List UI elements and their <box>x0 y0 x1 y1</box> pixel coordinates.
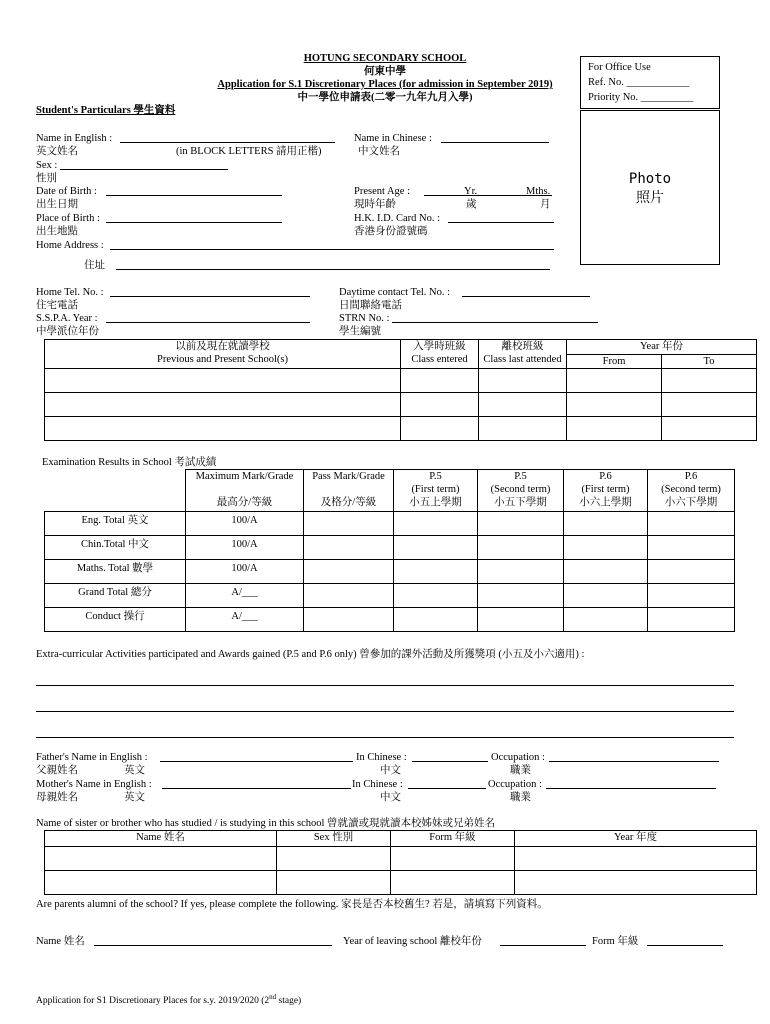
exam-row <box>45 536 735 560</box>
exam-row <box>45 560 735 584</box>
mother-chinese-field[interactable] <box>408 788 486 789</box>
mother-chinese-zh: 中文 <box>380 792 401 803</box>
exam-row-label: Chin.Total 中文 <box>45 536 186 560</box>
dob-label: Date of Birth : <box>36 186 97 197</box>
exam-table <box>44 469 735 632</box>
alumni-year-field[interactable] <box>500 945 586 946</box>
exam-col-max: Maximum Mark/Grade 最高分/等級 <box>186 470 304 512</box>
school-name-zh: 何東中學 <box>364 66 406 77</box>
form-title-en: Application for S.1 Discretionary Places (for admission in September 2019) <box>217 79 553 90</box>
address-field-2[interactable] <box>116 269 550 270</box>
father-name-label: Father's Name in English : <box>36 752 148 763</box>
age-yr-label: Yr. <box>464 186 478 197</box>
day-tel-field[interactable] <box>462 296 590 297</box>
age-label-zh: 現時年齡 <box>354 199 396 210</box>
schools-col-last: 離校班級 Class last attended <box>479 340 567 369</box>
day-tel-label-zh: 日間聯絡電話 <box>339 300 402 311</box>
pob-label-zh: 出生地點 <box>36 226 78 237</box>
name-en-field[interactable] <box>120 142 335 143</box>
schools-cell[interactable] <box>45 417 401 441</box>
alumni-form-field[interactable] <box>647 945 723 946</box>
schools-table <box>44 339 757 441</box>
name-zh-label: Name in Chinese : <box>354 133 432 144</box>
siblings-col-name: Name 姓名 <box>45 831 277 847</box>
alumni-form-label: Form 年級 <box>592 936 639 947</box>
school-name-en: HOTUNG SECONDARY SCHOOL <box>303 53 467 64</box>
schools-col-from: From <box>602 356 626 367</box>
father-name-field[interactable] <box>160 761 353 762</box>
siblings-row <box>45 871 757 895</box>
alumni-year-label: Year of leaving school 離校年份 <box>343 936 482 947</box>
name-zh-field[interactable] <box>441 142 549 143</box>
age-mths-label: Mths. <box>526 186 551 197</box>
father-english-zh: 英文 <box>124 765 145 776</box>
siblings-col-form: Form 年級 <box>391 831 515 847</box>
dob-label-zh: 出生日期 <box>36 199 78 210</box>
name-zh-label-zh: 中文姓名 <box>358 146 400 157</box>
particulars-heading: Student's Particulars 學生資料 <box>36 105 176 116</box>
exam-row-label: Grand Total 總分 <box>45 584 186 608</box>
siblings-col-sex: Sex 性別 <box>277 831 391 847</box>
father-occupation-field[interactable] <box>549 761 719 762</box>
mother-english-zh: 英文 <box>124 792 145 803</box>
hkid-label-zh: 香港身份證號碼 <box>354 226 428 237</box>
form-title-zh: 中一學位申請表(二零一九年九月入學) <box>297 92 473 103</box>
mother-name-field[interactable] <box>162 788 351 789</box>
age-mths-label-zh: 月 <box>540 199 551 210</box>
schools-col-year: Year 年份 From To <box>567 340 757 369</box>
father-name-label-zh: 父親姓名 <box>36 765 78 776</box>
sspa-label: S.S.P.A. Year : <box>36 313 98 324</box>
father-chinese-zh: 中文 <box>380 765 401 776</box>
father-chinese-label: In Chinese : <box>356 752 407 763</box>
alumni-name-field[interactable] <box>94 945 332 946</box>
exam-col-pass: Pass Mark/Grade 及格分/等級 <box>304 470 394 512</box>
hkid-field[interactable] <box>448 222 554 223</box>
office-use-heading: For Office Use <box>588 62 651 73</box>
age-yr-label-zh: 歲 <box>466 199 477 210</box>
exam-row-max: A/___ <box>186 584 304 608</box>
sex-label: Sex : <box>36 160 58 171</box>
address-field-1[interactable] <box>110 249 554 250</box>
home-tel-label-zh: 住宅電話 <box>36 300 78 311</box>
father-occupation-label: Occupation : <box>491 752 545 763</box>
mother-chinese-label: In Chinese : <box>352 779 403 790</box>
exam-row-label: Conduct 操行 <box>45 608 186 632</box>
exam-col-p6-second: P.6 (Second term) 小六下學期 <box>648 470 735 512</box>
exam-row-label: Maths. Total 數學 <box>45 560 186 584</box>
schools-row <box>45 393 757 417</box>
mother-name-label-zh: 母親姓名 <box>36 792 78 803</box>
sex-field[interactable] <box>60 169 228 170</box>
address-label-zh: 住址 <box>84 260 105 271</box>
name-en-label-zh: 英文姓名 <box>36 146 78 157</box>
alumni-name-label: Name 姓名 <box>36 936 85 947</box>
eca-line-1[interactable] <box>36 685 734 686</box>
father-chinese-field[interactable] <box>412 761 488 762</box>
siblings-label: Name of sister or brother who has studied / is studying in this school 曾就讀或現就讀本校姊妹或兄弟姓名 <box>36 818 496 829</box>
schools-col-school: 以前及現在就讀學校 Previous and Present School(s) <box>45 340 401 369</box>
hkid-label: H.K. I.D. Card No. : <box>354 213 441 224</box>
mother-name-label: Mother's Name in English : <box>36 779 152 790</box>
home-tel-label: Home Tel. No. : <box>36 287 104 298</box>
siblings-table <box>44 830 757 895</box>
schools-col-entered: 入學時班級 Class entered <box>401 340 479 369</box>
exam-row-label: Eng. Total 英文 <box>45 512 186 536</box>
siblings-col-year: Year 年度 <box>515 831 757 847</box>
sspa-field[interactable] <box>106 322 310 323</box>
pob-label: Place of Birth : <box>36 213 100 224</box>
exam-col-p6-first: P.6 (First term) 小六上學期 <box>564 470 648 512</box>
exam-row <box>45 608 735 632</box>
address-label: Home Address : <box>36 240 104 251</box>
strn-label: STRN No. : <box>339 313 390 324</box>
exam-row <box>45 512 735 536</box>
block-letters-note: (in BLOCK LETTERS 請用正楷) <box>176 146 322 157</box>
exam-row-max: 100/A <box>186 560 304 584</box>
sex-label-zh: 性別 <box>36 173 57 184</box>
dob-field[interactable] <box>106 195 282 196</box>
mother-occupation-zh: 職業 <box>510 792 531 803</box>
age-label: Present Age : <box>354 186 410 197</box>
schools-row <box>45 417 757 441</box>
alumni-question: Are parents alumni of the school? If yes, please complete the following. 家長是否本校舊生? 若是，請填寫下列資料。 <box>36 899 548 910</box>
photo-label-zh: 照片 <box>636 190 664 206</box>
schools-cell[interactable] <box>45 369 401 393</box>
exam-row-max: 100/A <box>186 536 304 560</box>
exam-row-max: A/___ <box>186 608 304 632</box>
schools-cell[interactable] <box>45 393 401 417</box>
day-tel-label: Daytime contact Tel. No. : <box>339 287 451 298</box>
eca-line-3[interactable] <box>36 737 734 738</box>
exam-col-p5-second: P.5 (Second term) 小五下學期 <box>478 470 564 512</box>
siblings-row <box>45 847 757 871</box>
footer-text: Application for S1 Discretionary Places for s.y. 2019/2020 (2nd stage) <box>36 993 302 1007</box>
schools-row <box>45 369 757 393</box>
exam-col-p5-first: P.5 (First term) 小五上學期 <box>394 470 478 512</box>
mother-occupation-label: Occupation : <box>488 779 542 790</box>
mother-occupation-field[interactable] <box>546 788 716 789</box>
sspa-label-zh: 中學派位年份 <box>36 326 99 337</box>
father-occupation-zh: 職業 <box>510 765 531 776</box>
strn-field[interactable] <box>392 322 598 323</box>
home-tel-field[interactable] <box>110 296 310 297</box>
exam-row <box>45 584 735 608</box>
exam-row-max: 100/A <box>186 512 304 536</box>
priority-no-field[interactable]: Priority No. __________ <box>588 92 694 103</box>
pob-field[interactable] <box>106 222 282 223</box>
strn-label-zh: 學生編號 <box>339 326 381 337</box>
ref-no-field[interactable]: Ref. No. ____________ <box>588 77 690 88</box>
name-en-label: Name in English : <box>36 133 113 144</box>
exam-heading: Examination Results in School 考試成績 <box>42 457 217 468</box>
schools-col-to: To <box>661 355 756 368</box>
eca-label: Extra-curricular Activities participated and Awards gained (P.5 and P.6 only) 曾參加的課外活動及所獲獎項 (小五及小六適用) : <box>36 649 585 660</box>
photo-label-en: Photo <box>628 171 672 187</box>
eca-line-2[interactable] <box>36 711 734 712</box>
